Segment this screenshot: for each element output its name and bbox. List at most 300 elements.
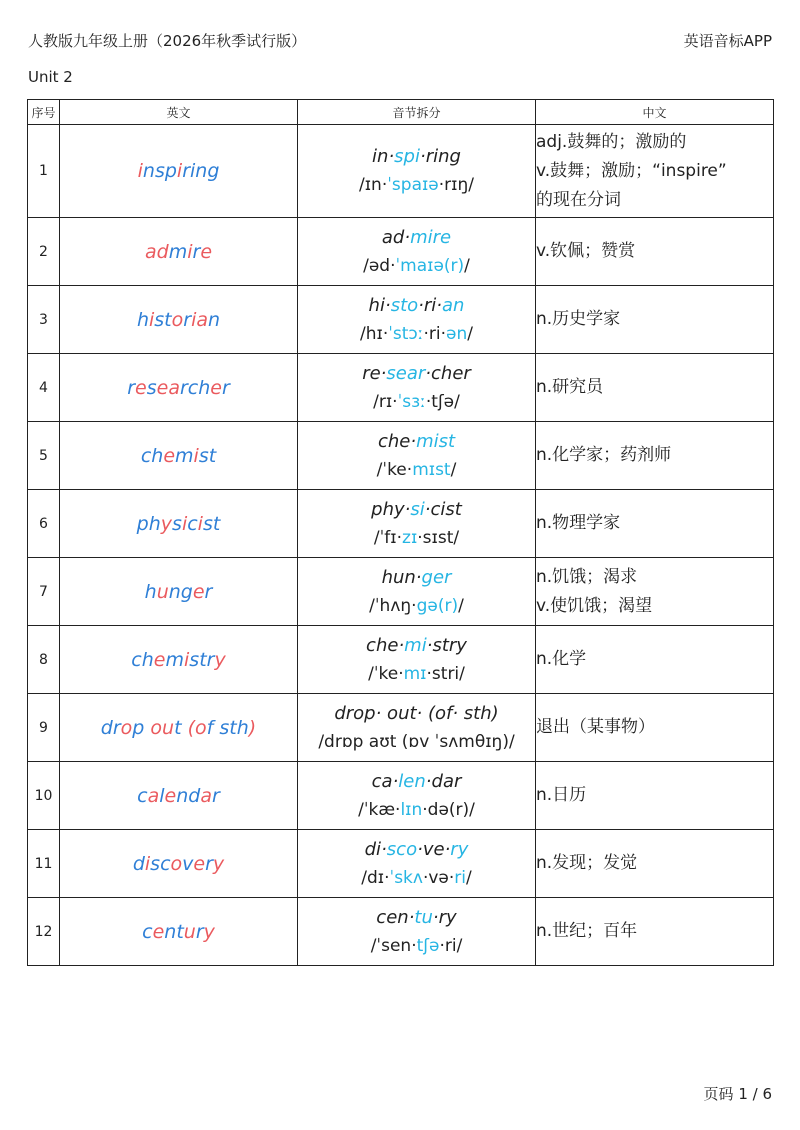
word-letter: g (180, 580, 193, 603)
word-letter: r (212, 784, 220, 807)
syllable-part: ger (421, 566, 452, 588)
word-letter: h (236, 716, 249, 739)
meaning-line: n.日历 (536, 785, 587, 805)
syllable-breakdown (298, 626, 536, 694)
word-letter: e (163, 444, 176, 467)
word-letter: n (195, 160, 208, 182)
meaning-line: adj.鼓舞的；激励的 (536, 131, 687, 152)
syllable-part: sear (386, 362, 426, 384)
syllable-breakdown (298, 218, 536, 286)
word-letter: a (196, 308, 208, 331)
phonetic-part: / (450, 459, 457, 480)
word-letter: s (189, 648, 200, 671)
word-letter: h (198, 376, 211, 399)
phonetic-part: / (458, 595, 464, 616)
phonetic-part: /hɪ· (360, 323, 389, 344)
english-word (60, 694, 298, 762)
word-letter: e (200, 240, 213, 263)
word-letter: i (193, 444, 199, 467)
word-letter: h (151, 444, 164, 467)
word-letter: t (164, 308, 172, 331)
row-number: 1 (28, 125, 60, 218)
phonetic-line (298, 252, 535, 281)
phonetic-line (298, 728, 535, 757)
english-word (60, 626, 298, 694)
syllable-breakdown (298, 898, 536, 966)
phonetic-part: gə(r) (416, 595, 459, 616)
chinese-meaning (536, 286, 774, 354)
syllable-part: · (408, 906, 415, 928)
word-letter: c (187, 376, 199, 399)
english-word (60, 125, 298, 218)
meaning-line: 的现在分词 (536, 189, 621, 210)
table-row (28, 626, 774, 694)
meaning-line: v.钦佩；赞赏 (536, 241, 636, 261)
word-letter: i (187, 240, 193, 263)
phonetic-part: ·sɪst/ (417, 527, 460, 548)
word-letter: t (229, 716, 237, 739)
word-letter: e (210, 376, 222, 399)
app-name: 英语音标APP (683, 32, 772, 50)
syllable-line (298, 291, 535, 320)
word-letter: i (184, 648, 190, 671)
word-letter: c (131, 648, 142, 671)
english-word (60, 218, 298, 286)
table-row (28, 762, 774, 830)
word-letter: s (219, 716, 230, 739)
table-row (28, 558, 774, 626)
syllable-part: ri (423, 294, 437, 316)
word-letter: ) (248, 716, 257, 739)
word-letter: s (154, 308, 165, 331)
word-letter: o (171, 308, 184, 331)
phonetic-part: ·də(r)/ (422, 799, 475, 820)
word-letter: u (183, 920, 196, 943)
table-row (28, 286, 774, 354)
phonetic-part: / (464, 255, 470, 276)
word-letter: u (156, 580, 169, 603)
meaning-line: n.世纪；百年 (536, 921, 638, 941)
word-letter: d (100, 716, 113, 739)
word-letter: f (206, 716, 214, 739)
syllable-part: ry (450, 838, 469, 860)
syllable-part: dar (431, 770, 462, 792)
phonetic-part: / (466, 867, 472, 888)
syllable-part: mire (410, 226, 452, 248)
word-letter: r (206, 648, 215, 671)
syllable-part: cher (431, 362, 471, 384)
syllable-part: sco (386, 838, 418, 860)
word-letter: s (172, 512, 182, 535)
syllable-part: · (444, 838, 451, 860)
phonetic-part: ˈmaɪə(r) (395, 255, 465, 276)
syllable-part: · (388, 146, 395, 167)
syllable-part: · (425, 362, 432, 384)
syllable-part: · (392, 770, 399, 792)
word-letter: a (168, 376, 180, 399)
word-letter: r (127, 376, 135, 399)
syllable-breakdown (298, 125, 536, 218)
syllable-part: · (432, 906, 439, 928)
syllable-line (298, 835, 535, 864)
word-letter: r (204, 580, 213, 603)
phonetic-part: ·ri/ (439, 935, 463, 956)
meaning-line: n.发现；发觉 (536, 853, 638, 873)
word-letter: y (214, 648, 226, 671)
word-letter: n (164, 920, 177, 943)
english-word (60, 490, 298, 558)
syllable-breakdown (298, 830, 536, 898)
word-letter: h (148, 512, 161, 535)
word-letter: i (144, 852, 151, 875)
meaning-line: n.饥饿；渴求 (536, 566, 638, 587)
table-row (28, 898, 774, 966)
phonetic-part: /ˈfɪ· (373, 527, 403, 548)
word-letter: e (164, 784, 177, 807)
phonetic-part: /rɪ· (373, 391, 398, 412)
word-letter: y (160, 512, 173, 535)
phonetic-line (298, 592, 535, 621)
english-word (60, 422, 298, 490)
word-letter: d (188, 784, 201, 807)
meaning-line: n.物理学家 (536, 513, 621, 533)
word-letter: e (192, 580, 205, 603)
phonetic-part: ˈsɜː (397, 391, 426, 412)
syllable-part: ve (422, 838, 445, 860)
word-letter: r (182, 160, 190, 182)
phonetic-part: tʃə (416, 935, 440, 956)
word-letter: g (207, 160, 220, 182)
word-letter: o (120, 716, 133, 739)
syllable-part: · (404, 226, 411, 248)
syllable-part: phy (371, 498, 405, 520)
table-row (28, 490, 774, 558)
word-letter: e (135, 376, 147, 399)
syllable-part: ad (381, 226, 405, 248)
chinese-meaning (536, 558, 774, 626)
syllable-line (298, 903, 535, 932)
syllable-part: cist (430, 498, 462, 520)
syllable-part: · (418, 294, 424, 316)
syllable-part: hun (381, 566, 416, 588)
syllable-part: ry (438, 906, 457, 928)
word-letter: m (175, 444, 194, 467)
phonetic-part: zɪ (402, 527, 418, 548)
syllable-part: ca (371, 770, 393, 792)
word-letter: r (183, 308, 192, 331)
word-letter: h (144, 580, 157, 603)
syllable-line (298, 223, 535, 252)
syllable-part: hi (368, 294, 385, 316)
word-letter: a (147, 784, 160, 807)
header-syllables: 音节拆分 (298, 100, 536, 125)
word-letter: o (195, 716, 207, 739)
word-letter: i (191, 308, 197, 331)
word-letter: u (162, 716, 175, 739)
phonetic-line (298, 864, 535, 893)
word-letter: n (208, 308, 221, 331)
row-number: 6 (28, 490, 60, 558)
word-letter: i (197, 512, 203, 535)
phonetic-part: ˈskʌ (389, 867, 423, 888)
word-letter: n (168, 580, 181, 603)
phonetic-part: mɪst (412, 459, 451, 480)
word-letter: i (148, 308, 155, 331)
english-word (60, 354, 298, 422)
syllable-line (298, 699, 535, 728)
phonetic-part: ·ri· (423, 323, 447, 344)
phonetic-part: /ˈke· (376, 459, 413, 480)
phonetic-part: ·rɪŋ/ (438, 175, 474, 195)
syllable-part: di (364, 838, 382, 860)
chinese-meaning (536, 218, 774, 286)
english-word (60, 558, 298, 626)
word-letter: l (159, 784, 165, 807)
meaning-line: v.使饥饿；渴望 (536, 595, 653, 616)
chinese-meaning (536, 762, 774, 830)
word-letter: c (160, 852, 171, 875)
phonetic-part: /əd· (363, 255, 396, 276)
row-number: 3 (28, 286, 60, 354)
syllable-part: len (398, 770, 426, 792)
word-letter: c (140, 444, 152, 467)
word-letter: c (187, 512, 198, 535)
phonetic-line (298, 524, 535, 553)
word-letter: i (137, 160, 143, 182)
syllable-part: tu (414, 906, 433, 928)
chinese-meaning (536, 125, 774, 218)
word-letter: e (152, 920, 165, 943)
syllable-line (298, 359, 535, 388)
chinese-meaning (536, 694, 774, 762)
phonetic-line (298, 456, 535, 485)
syllable-part: mist (416, 430, 456, 452)
word-letter: r (195, 920, 204, 943)
syllable-part: an (442, 294, 465, 316)
word-letter: a (200, 784, 213, 807)
phonetic-part: ˈstɔː (388, 323, 424, 344)
syllable-part: · (398, 634, 405, 656)
word-letter: s (154, 160, 165, 182)
chinese-meaning (536, 354, 774, 422)
syllable-part: · (419, 146, 426, 167)
word-letter: ( (187, 716, 195, 739)
phonetic-part: ·stri/ (426, 663, 465, 684)
meaning-line: n.历史学家 (536, 309, 621, 329)
syllable-part: · (404, 498, 411, 520)
phonetic-part: /dɪ· (361, 867, 390, 888)
phonetic-part: /ˈke· (368, 663, 404, 684)
phonetic-part: ˈspaɪə (387, 175, 439, 195)
meaning-line: n.化学家；药剂师 (536, 445, 672, 465)
phonetic-part: ·tʃə/ (425, 391, 460, 412)
phonetic-part: /ˈhʌŋ· (369, 595, 417, 616)
word-letter: i (176, 160, 183, 182)
syllable-part: cen (376, 906, 409, 928)
word-letter: r (205, 852, 213, 875)
chinese-meaning (536, 422, 774, 490)
phonetic-part: /drɒp aʊt (ɒv ˈsʌmθɪŋ)/ (318, 731, 515, 752)
syllable-breakdown (298, 694, 536, 762)
syllable-part: mi (404, 634, 427, 656)
word-letter: r (221, 376, 230, 399)
word-letter: p (164, 160, 177, 182)
document-title: 人教版九年级上册（2026年秋季试行版） (28, 32, 307, 50)
phonetic-part: /ɪn· (359, 175, 388, 195)
phonetic-line (298, 660, 535, 689)
syllable-part: · (425, 770, 432, 792)
row-number: 7 (28, 558, 60, 626)
word-letter: y (203, 920, 215, 943)
word-letter: p (132, 716, 145, 739)
word-letter: i (190, 160, 196, 182)
word-letter: i (181, 512, 188, 535)
phonetic-line (298, 171, 535, 200)
syllable-breakdown (298, 354, 536, 422)
syllable-part: · (415, 566, 422, 588)
syllable-breakdown (298, 286, 536, 354)
word-letter: t (212, 512, 221, 535)
syllable-part: stry (432, 634, 467, 656)
header-english: 英文 (60, 100, 298, 125)
syllable-part: che (377, 430, 411, 452)
phonetic-part: /ˈsen· (370, 935, 417, 956)
row-number: 11 (28, 830, 60, 898)
row-number: 9 (28, 694, 60, 762)
word-letter: p (136, 512, 149, 535)
syllable-part: che (366, 634, 399, 656)
word-letter: t (174, 716, 182, 739)
english-word (60, 762, 298, 830)
word-letter: c (142, 920, 153, 943)
word-letter: s (150, 852, 161, 875)
syllable-part: sto (390, 294, 419, 316)
syllable-breakdown (298, 422, 536, 490)
syllable-line (298, 495, 535, 524)
row-number: 8 (28, 626, 60, 694)
word-letter: t (199, 648, 207, 671)
word-letter: t (176, 920, 184, 943)
syllable-part: si (410, 498, 425, 520)
word-letter: d (132, 852, 145, 875)
syllable-line (298, 767, 535, 796)
syllable-part: · (426, 634, 433, 656)
word-letter: r (192, 240, 201, 263)
row-number: 10 (28, 762, 60, 830)
row-number: 2 (28, 218, 60, 286)
chinese-meaning (536, 490, 774, 558)
table-row (28, 694, 774, 762)
meaning-line: n.研究员 (536, 377, 604, 397)
table-row (28, 830, 774, 898)
word-letter: t (208, 444, 217, 467)
unit-label: Unit 2 (28, 68, 73, 86)
word-letter: c (137, 784, 148, 807)
word-letter: s (198, 444, 209, 467)
syllable-breakdown (298, 558, 536, 626)
chinese-meaning (536, 626, 774, 694)
word-letter: e (156, 376, 169, 399)
word-letter: a (144, 240, 157, 263)
phonetic-line (298, 320, 535, 349)
syllable-part: spi (394, 146, 420, 167)
row-number: 12 (28, 898, 60, 966)
page-number: 页码 1 / 6 (703, 1085, 772, 1103)
word-letter: r (179, 376, 188, 399)
syllable-part: · (436, 294, 443, 316)
phonetic-part: ən (446, 323, 468, 344)
header-chinese: 中文 (536, 100, 774, 125)
syllable-part: in (372, 146, 389, 167)
syllable-part: re (362, 362, 381, 384)
phonetic-part: / (467, 323, 473, 344)
word-letter: r (112, 716, 121, 739)
phonetic-part: ri (454, 867, 466, 888)
table-row (28, 354, 774, 422)
word-letter: d (156, 240, 169, 263)
word-letter: s (146, 376, 157, 399)
header-number: 序号 (28, 100, 60, 125)
phonetic-part: ·və· (422, 867, 455, 888)
phonetic-line (298, 796, 535, 825)
english-word (60, 898, 298, 966)
word-letter: e (153, 648, 166, 671)
chinese-meaning (536, 830, 774, 898)
syllable-part: ring (425, 146, 461, 167)
syllable-breakdown (298, 762, 536, 830)
syllable-line (298, 631, 535, 660)
table-row (28, 218, 774, 286)
table-row (28, 422, 774, 490)
chinese-meaning (536, 898, 774, 966)
syllable-part: · (424, 498, 431, 520)
word-letter: m (165, 648, 184, 671)
meaning-line: v.鼓舞；激励；“inspire” (536, 160, 727, 181)
syllable-line (298, 427, 535, 456)
word-letter: h (141, 648, 154, 671)
meaning-line: 退出（某事物） (536, 717, 655, 737)
phonetic-line (298, 932, 535, 961)
english-word (60, 286, 298, 354)
syllable-line (298, 142, 535, 171)
syllable-part: · (381, 838, 387, 860)
word-letter: m (168, 240, 188, 263)
word-letter: v (182, 852, 194, 875)
row-number: 5 (28, 422, 60, 490)
english-word (60, 830, 298, 898)
phonetic-part: lɪn (400, 799, 423, 820)
syllable-part: drop· out· (of· sth) (334, 702, 499, 724)
word-letter: n (176, 784, 189, 807)
meaning-line: n.化学 (536, 649, 587, 669)
word-letter: e (193, 852, 206, 875)
row-number: 4 (28, 354, 60, 422)
table-header-row (28, 100, 774, 125)
word-letter: h (136, 308, 149, 331)
word-letter: s (202, 512, 213, 535)
word-letter: n (142, 160, 155, 182)
word-letter: o (150, 716, 163, 739)
table-row (28, 125, 774, 218)
syllable-breakdown (298, 490, 536, 558)
syllable-part: · (380, 362, 387, 384)
syllable-part: · (417, 838, 423, 860)
phonetic-part: /ˈkæ· (358, 799, 401, 820)
word-letter: y (212, 852, 225, 875)
vocabulary-table (27, 99, 774, 966)
syllable-part: · (384, 294, 391, 316)
phonetic-line (298, 388, 535, 417)
